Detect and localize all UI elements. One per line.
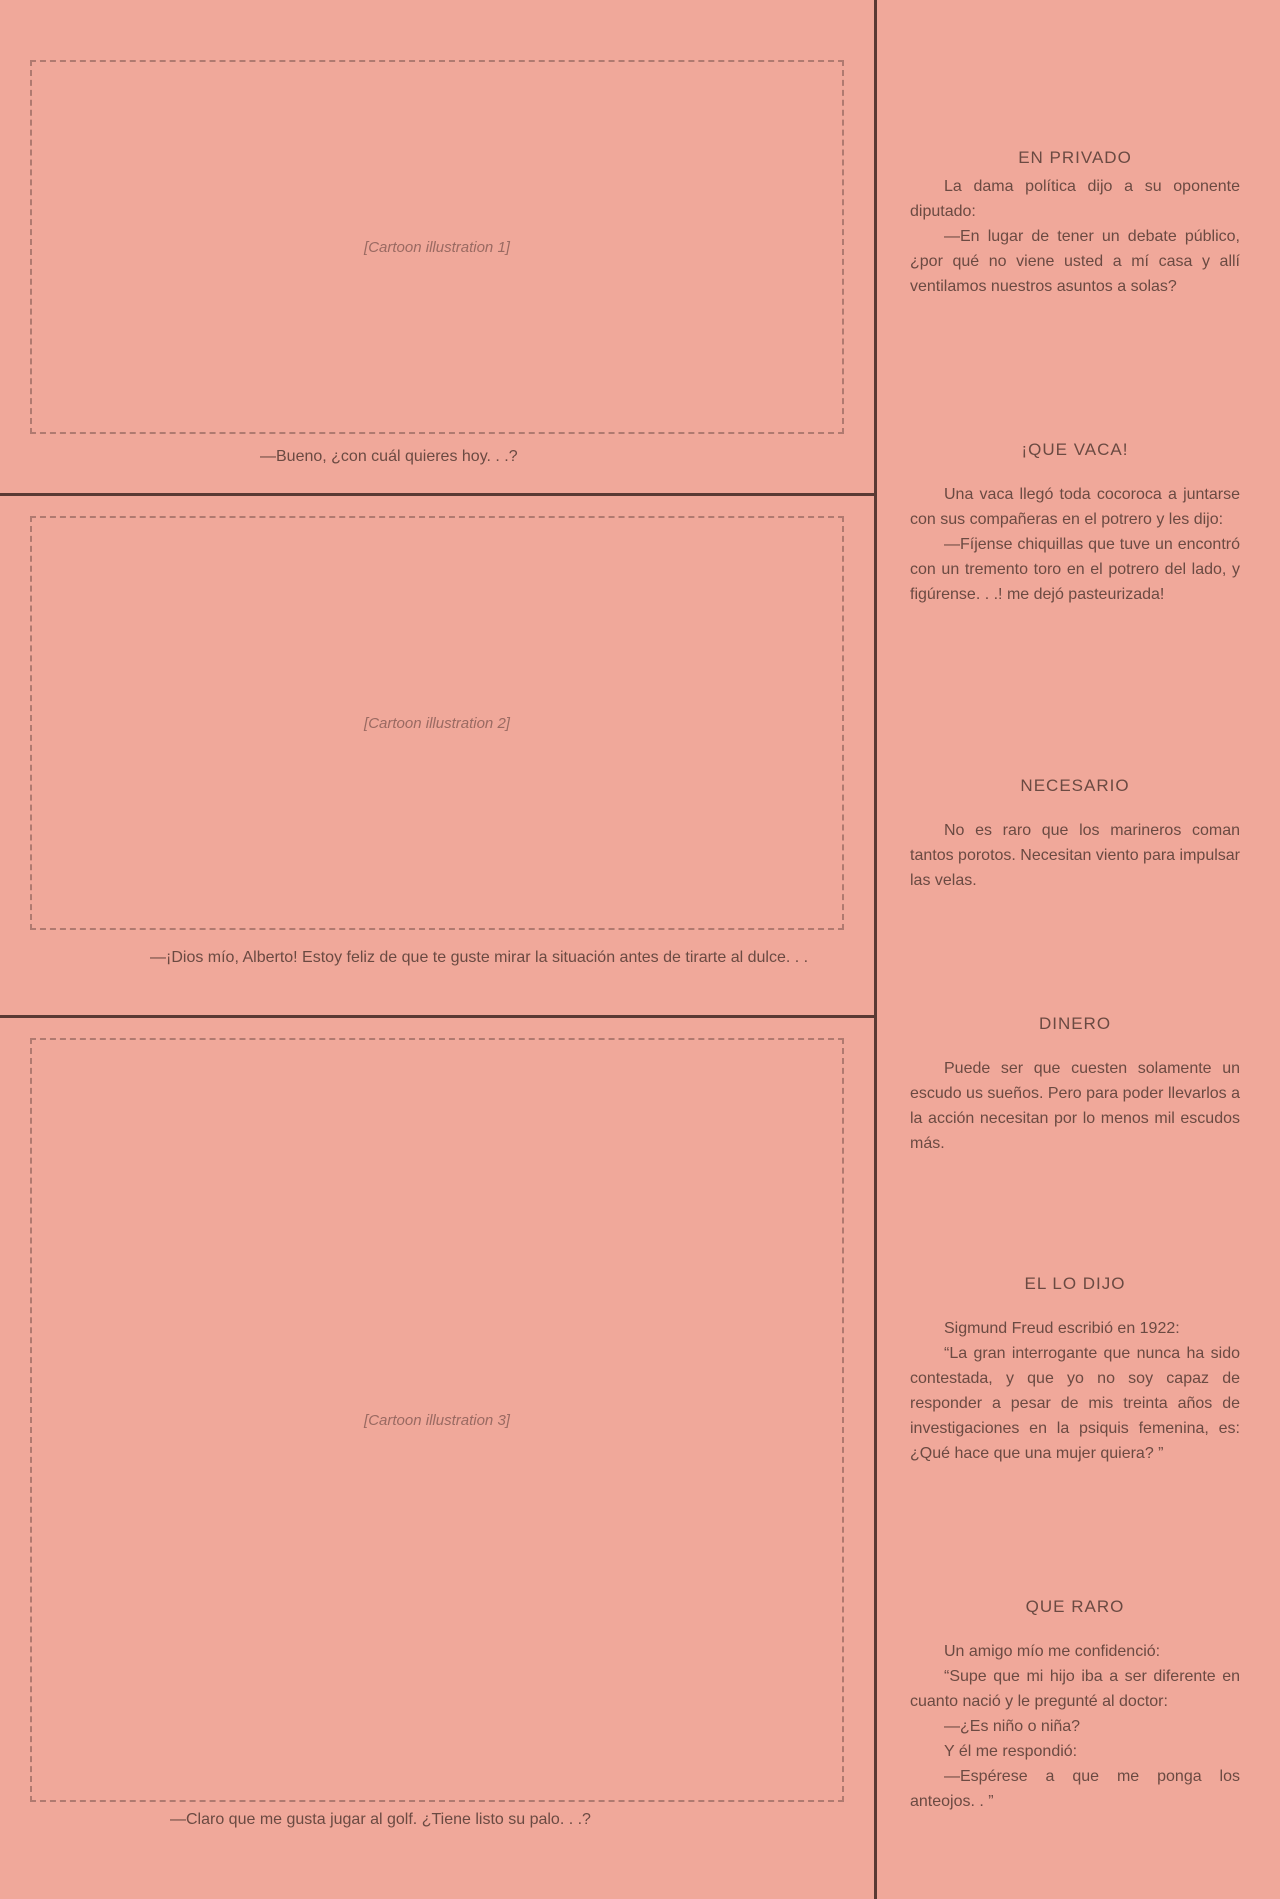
joke-title: EL LO DIJO [1024, 1274, 1126, 1293]
cartoon-panel-3 [0, 1018, 874, 1899]
cartoon-illustration: [Cartoon illustration 3] [30, 1038, 844, 1802]
joke-que-vaca [910, 440, 1240, 607]
joke-text: La dama política dijo a su oponente diputado: [910, 178, 1240, 220]
joke-title: DINERO [1038, 1014, 1112, 1033]
joke-dinero [910, 1014, 1240, 1156]
joke-text: Un amigo mío me confidenció: [944, 1643, 1161, 1660]
joke-text: —Fíjense chiquillas que tuve un encontró con un tremento toro en el potrero del lado, y figúrense. . .! me dejó pasteurizada! [910, 536, 1240, 603]
cartoon-caption: —Bueno, ¿con cuál quieres hoy. . .? [260, 448, 518, 465]
jokes-column [910, 0, 1240, 1899]
cartoon-illustration: [Cartoon illustration 2] [30, 516, 844, 930]
joke-en-privado [910, 148, 1240, 299]
joke-title: QUE RARO [1025, 1597, 1125, 1616]
joke-necesario [910, 776, 1240, 893]
joke-title: EN PRIVADO [1018, 148, 1132, 167]
joke-text: —Espérese a que me ponga los anteojos. . ” [910, 1768, 1240, 1810]
joke-text: Puede ser que cuesten solamente un escudo us sueños. Pero para poder llevarlos a la acción necesitan por lo menos mil escudos más. [910, 1060, 1240, 1152]
joke-title: ¡QUE VACA! [1021, 440, 1129, 459]
cartoon-illustration: [Cartoon illustration 1] [30, 60, 844, 434]
cartoon-panel-1 [0, 0, 874, 493]
cartoon-caption: —Claro que me gusta jugar al golf. ¿Tiene listo su palo. . .? [170, 1811, 591, 1828]
joke-title: NECESARIO [1020, 776, 1130, 795]
joke-text: Sigmund Freud escribió en 1922: [944, 1320, 1180, 1337]
column-divider [874, 0, 877, 1899]
joke-text: “La gran interrogante que nunca ha sido contestada, y que yo no soy capaz de responder a pesar de mis treinta años de investigaciones en la psiquis femenina, es: ¿Qué hace que una mujer quiera? ” [910, 1345, 1240, 1462]
joke-text: —En lugar de tener un debate público, ¿por qué no viene usted a mí casa y allí ventilamos nuestros asuntos a solas? [910, 228, 1240, 295]
joke-text: “Supe que mi hijo iba a ser diferente en cuanto nació y le pregunté al doctor: [910, 1668, 1240, 1710]
joke-text: No es raro que los marineros coman tantos porotos. Necesitan viento para impulsar las velas. [910, 822, 1240, 889]
joke-que-raro [910, 1597, 1240, 1814]
joke-text: —¿Es niño o niña? [944, 1718, 1081, 1735]
cartoon-panel-2 [0, 496, 874, 1015]
joke-text: Una vaca llegó toda cocoroca a juntarse con sus compañeras en el potrero y les dijo: [910, 486, 1240, 528]
cartoon-caption: —¡Dios mío, Alberto! Estoy feliz de que te guste mirar la situación antes de tirarte al dulce. . . [150, 949, 809, 966]
joke-el-lo-dijo [910, 1274, 1240, 1466]
joke-text: Y él me respondió: [944, 1743, 1078, 1760]
